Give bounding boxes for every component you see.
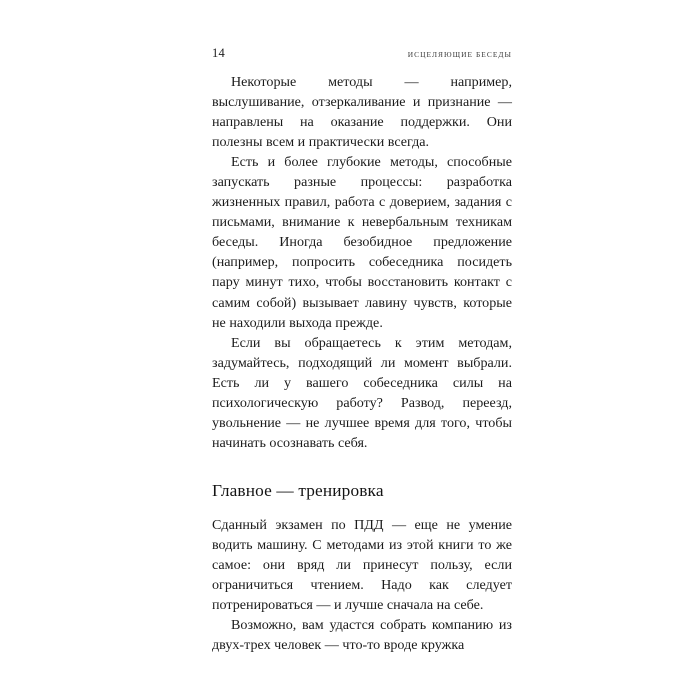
page-running-header xyxy=(212,47,512,60)
section-heading: Главное — тренировка xyxy=(212,480,384,500)
running-head-title: ИСЦЕЛЯЮЩИЕ БЕСЕДЫ xyxy=(407,50,512,59)
page-number: 14 xyxy=(212,46,225,60)
page-text-block xyxy=(212,72,512,655)
paragraph: Есть и более глубокие методы, способные запускать разные процессы: разработка жизненных правил, работа с доверием, задания с письмами, внимание к невербальным техникам беседы. Иногда безобидное предложение (например, попросить собеседника посидеть пару минут тихо, чтобы восстановить контакт с самим собой) вызывает лавину чувств, которые не находили выхода прежде. xyxy=(212,154,512,331)
paragraph-truncated: Возможно, вам удастся собрать компанию из двух-трех человек — что-то вроде кружка xyxy=(212,617,512,654)
paragraph: Некоторые методы — например, выслушивание, отзеркаливание и признание — направлены на оказание поддержки. Они полезны всем и практически всегда. xyxy=(212,74,512,151)
paragraph: Если вы обращаетесь к этим методам, задумайтесь, подходящий ли момент выбрали. Есть ли у вашего собеседника силы на психологическую работу? Развод, переезд, увольнение — не лучшее время для того, чтобы начинать осознавать себя. xyxy=(212,334,512,451)
paragraph: Сданный экзамен по ПДД — еще не умение водить машину. С методами из этой книги то же самое: они вряд ли принесут пользу, если ограничиться чтением. Надо как следует потренироваться — и лучше сначала на себе. xyxy=(212,516,512,614)
heading-spacer-top xyxy=(212,453,512,480)
heading-spacer-bottom xyxy=(212,502,512,515)
